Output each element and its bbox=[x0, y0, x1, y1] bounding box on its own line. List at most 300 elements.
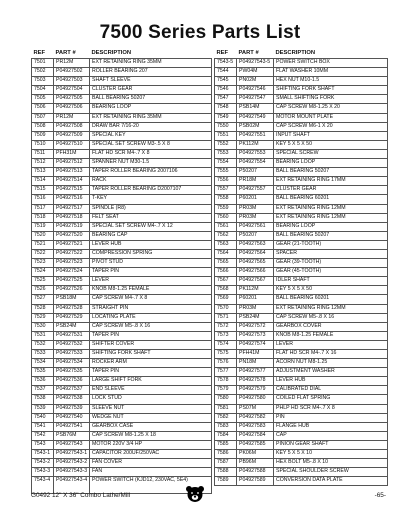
part-number-cell: PR12M bbox=[54, 59, 90, 68]
description-cell: PIVOT STUD bbox=[90, 259, 212, 268]
part-number-cell: P04927561 bbox=[237, 222, 274, 231]
table-row bbox=[32, 77, 212, 86]
part-number-cell: PR03M bbox=[237, 304, 274, 313]
ref-cell: 7578 bbox=[215, 377, 237, 386]
description-cell: FELT SEAT bbox=[90, 213, 212, 222]
table-row bbox=[32, 368, 212, 377]
table-row bbox=[32, 204, 212, 213]
ref-cell: 7550 bbox=[215, 122, 237, 131]
part-number-cell: P04927543-5 bbox=[237, 59, 274, 68]
part-number-cell: P50207 bbox=[237, 168, 274, 177]
table-row bbox=[215, 295, 388, 304]
table-row bbox=[32, 322, 212, 331]
table-row bbox=[32, 268, 212, 277]
ref-cell: 7552 bbox=[215, 140, 237, 149]
ref-cell: 7588 bbox=[215, 468, 237, 477]
table-row bbox=[32, 431, 212, 440]
part-number-cell: PFH41M bbox=[237, 350, 274, 359]
part-number-cell: P04927584 bbox=[237, 431, 274, 440]
ref-cell: 7571 bbox=[215, 313, 237, 322]
part-number-cell: PSB24M bbox=[54, 322, 90, 331]
table-row bbox=[32, 213, 212, 222]
part-number-cell: P04927573 bbox=[237, 331, 274, 340]
table-row bbox=[215, 313, 388, 322]
table-row bbox=[215, 286, 388, 295]
part-number-cell: P04927533 bbox=[54, 350, 90, 359]
part-number-cell: P04927577 bbox=[237, 368, 274, 377]
header-part: PART # bbox=[238, 50, 259, 56]
part-number-cell: P04927563 bbox=[237, 240, 274, 249]
ref-cell: 7544 bbox=[215, 68, 237, 77]
part-number-cell: P04927522 bbox=[54, 249, 90, 258]
part-number-cell: P04927582 bbox=[237, 413, 274, 422]
description-cell: CAP SCREW M5-.8 X 16 bbox=[90, 322, 212, 331]
part-number-cell: P04927502 bbox=[54, 68, 90, 77]
ref-cell: 7575 bbox=[215, 350, 237, 359]
description-cell: DRAW BAR 7/16-20 bbox=[90, 122, 212, 131]
part-number-cell: P04927589 bbox=[237, 477, 274, 486]
ref-cell: 7576 bbox=[215, 359, 237, 368]
ref-cell: 7502 bbox=[32, 68, 54, 77]
description-cell: EXT RETAINING RING 17MM bbox=[274, 177, 388, 186]
description-cell: ROCKER ARM bbox=[90, 359, 212, 368]
ref-cell: 7548 bbox=[215, 104, 237, 113]
ref-cell: 7562 bbox=[215, 231, 237, 240]
table-row bbox=[215, 277, 388, 286]
description-cell: SPACER bbox=[274, 249, 388, 258]
ref-cell: 7581 bbox=[215, 404, 237, 413]
header-ref: REF bbox=[33, 50, 46, 56]
part-number-cell: P04927510 bbox=[54, 140, 90, 149]
ref-cell: 7555 bbox=[215, 168, 237, 177]
description-cell: KNOB M8-1.25 FEMALE bbox=[274, 331, 388, 340]
description-cell: FLAT HD SCR M4-.7 X 8 bbox=[90, 149, 212, 158]
description-cell: CAP SCREW M5-.8 X 16 bbox=[274, 313, 388, 322]
ref-cell: 7533 bbox=[32, 350, 54, 359]
table-row bbox=[215, 450, 388, 459]
description-cell: PHLP HD SCR M4-.7 X 8 bbox=[274, 404, 388, 413]
ref-cell: 7580 bbox=[215, 395, 237, 404]
ref-cell: 7557 bbox=[215, 186, 237, 195]
part-number-cell: P04927538 bbox=[54, 395, 90, 404]
ref-cell: 7519 bbox=[32, 222, 54, 231]
ref-cell: 7518 bbox=[32, 213, 54, 222]
description-cell: CAPACITOR 200UF/250VAC bbox=[90, 450, 212, 459]
table-row bbox=[215, 249, 388, 258]
table-row bbox=[32, 277, 212, 286]
description-cell: GEARBOX CASE bbox=[90, 422, 212, 431]
part-number-cell: P04927579 bbox=[237, 386, 274, 395]
ref-cell: 7567 bbox=[215, 277, 237, 286]
table-row bbox=[32, 140, 212, 149]
ref-cell: 7525 bbox=[32, 277, 54, 286]
table-row bbox=[32, 295, 212, 304]
part-number-cell: P60201 bbox=[237, 195, 274, 204]
description-cell: LEVER bbox=[274, 340, 388, 349]
table-row bbox=[32, 122, 212, 131]
table-row bbox=[32, 377, 212, 386]
table-row bbox=[215, 477, 388, 486]
part-number-cell: PK06M bbox=[237, 450, 274, 459]
part-number-cell: P04927518 bbox=[54, 213, 90, 222]
description-cell: CAP SCREW M8-1.25 X 18 bbox=[90, 431, 212, 440]
description-cell: HEX NUT M10-1.5 bbox=[274, 77, 388, 86]
table-header-row bbox=[215, 49, 388, 59]
part-number-cell: P04927585 bbox=[237, 440, 274, 449]
part-number-cell: P04927536 bbox=[54, 377, 90, 386]
ref-cell: 7543-2 bbox=[32, 459, 54, 468]
part-number-cell: P04927557 bbox=[237, 186, 274, 195]
ref-cell: 7539 bbox=[32, 404, 54, 413]
description-cell: RACK bbox=[90, 177, 212, 186]
bear-head-icon bbox=[185, 485, 205, 503]
description-cell: LEVER HUB bbox=[90, 240, 212, 249]
table-row bbox=[215, 395, 388, 404]
ref-cell: 7507 bbox=[32, 113, 54, 122]
ref-cell: 7516 bbox=[32, 195, 54, 204]
part-number-cell: PB96M bbox=[237, 459, 274, 468]
table-row bbox=[215, 359, 388, 368]
ref-cell: 7517 bbox=[32, 204, 54, 213]
part-number-cell: P04927543-3 bbox=[54, 468, 90, 477]
part-number-cell: P04927578 bbox=[237, 377, 274, 386]
description-cell: TAPER ROLLER BEARING D2007107 bbox=[90, 186, 212, 195]
ref-cell: 7526 bbox=[32, 286, 54, 295]
description-cell: KEY 5 X 5 X 50 bbox=[274, 140, 388, 149]
description-cell: PIN bbox=[274, 413, 388, 422]
part-number-cell: P04927506 bbox=[54, 104, 90, 113]
table-row bbox=[215, 177, 388, 186]
description-cell: CLUSTER GEAR bbox=[274, 186, 388, 195]
table-row bbox=[215, 159, 388, 168]
part-number-cell: P04927524 bbox=[54, 268, 90, 277]
ref-cell: 7558 bbox=[215, 195, 237, 204]
description-cell: CALIBRATED DIAL bbox=[274, 386, 388, 395]
ref-cell: 7506 bbox=[32, 104, 54, 113]
description-cell: BALL BEARING 60201 bbox=[274, 295, 388, 304]
ref-cell: 7512 bbox=[32, 159, 54, 168]
part-number-cell: P04927521 bbox=[54, 240, 90, 249]
table-row bbox=[215, 168, 388, 177]
part-number-cell: P04927534 bbox=[54, 359, 90, 368]
description-cell: SPANNER NUT M30-1.5 bbox=[90, 159, 212, 168]
ref-cell: 7574 bbox=[215, 340, 237, 349]
table-row bbox=[215, 386, 388, 395]
table-row bbox=[215, 340, 388, 349]
ref-cell: 7503 bbox=[32, 77, 54, 86]
table-row bbox=[32, 177, 212, 186]
table-row bbox=[215, 468, 388, 477]
description-cell: SHIFTER COVER bbox=[90, 340, 212, 349]
ref-cell: 7543 bbox=[32, 440, 54, 449]
table-row bbox=[32, 222, 212, 231]
description-cell: CAP SCREW M4-.7 X 8 bbox=[90, 295, 212, 304]
description-cell: INPUT SHAFT bbox=[274, 131, 388, 140]
description-cell: SHIFTING FORK SHAFT bbox=[274, 86, 388, 95]
part-number-cell: P04927572 bbox=[237, 322, 274, 331]
part-number-cell: P04927580 bbox=[237, 395, 274, 404]
part-number-cell: P04927549 bbox=[237, 113, 274, 122]
part-number-cell: P04927532 bbox=[54, 340, 90, 349]
description-cell: LOCK STUD bbox=[90, 395, 212, 404]
description-cell: BEARING LOOP bbox=[274, 222, 388, 231]
ref-cell: 7582 bbox=[215, 413, 237, 422]
description-cell: EXT RETAINING RING 35MM bbox=[90, 113, 212, 122]
part-number-cell: PN02M bbox=[237, 77, 274, 86]
table-row bbox=[32, 450, 212, 459]
table-row bbox=[32, 459, 212, 468]
table-row bbox=[32, 404, 212, 413]
ref-cell: 7522 bbox=[32, 249, 54, 258]
ref-cell: 7511 bbox=[32, 149, 54, 158]
part-number-cell: PFH31M bbox=[54, 149, 90, 158]
part-number-cell: P04927517 bbox=[54, 204, 90, 213]
ref-cell: 7528 bbox=[32, 304, 54, 313]
ref-cell: 7554 bbox=[215, 159, 237, 168]
description-cell: LARGE SHIFT FORK bbox=[90, 377, 212, 386]
parts-table-left bbox=[31, 49, 212, 494]
part-number-cell: P04927565 bbox=[237, 259, 274, 268]
part-number-cell: PR03M bbox=[237, 204, 274, 213]
table-row bbox=[215, 195, 388, 204]
description-cell: BEARING CAP bbox=[90, 231, 212, 240]
ref-cell: 7529 bbox=[32, 313, 54, 322]
table-row bbox=[215, 186, 388, 195]
ref-cell: 7521 bbox=[32, 240, 54, 249]
ref-cell: 7530 bbox=[32, 322, 54, 331]
description-cell: CAP bbox=[274, 431, 388, 440]
table-row bbox=[32, 286, 212, 295]
table-row bbox=[215, 222, 388, 231]
description-cell: FAN bbox=[90, 468, 212, 477]
description-cell: KNOB M8-1.25 FEMALE bbox=[90, 286, 212, 295]
table-row bbox=[32, 113, 212, 122]
ref-cell: 7583 bbox=[215, 422, 237, 431]
table-row bbox=[215, 431, 388, 440]
ref-cell: 7547 bbox=[215, 95, 237, 104]
part-number-cell: P04927540 bbox=[54, 413, 90, 422]
part-number-cell: P04927543-2 bbox=[54, 459, 90, 468]
table-row bbox=[215, 331, 388, 340]
description-cell: MOTOR 220V 3/4 HP bbox=[90, 440, 212, 449]
description-cell: CONVERSION DATA PLATE bbox=[274, 477, 388, 486]
description-cell: BALL BEARING 50207 bbox=[274, 231, 388, 240]
description-cell: ROLLER BEARING 207 bbox=[90, 68, 212, 77]
part-number-cell: P04927529 bbox=[54, 313, 90, 322]
ref-cell: 7584 bbox=[215, 431, 237, 440]
table-row bbox=[215, 77, 388, 86]
description-cell: WEDGE NUT bbox=[90, 413, 212, 422]
description-cell: FLAT WASHER 10MM bbox=[274, 68, 388, 77]
part-number-cell: P04927504 bbox=[54, 86, 90, 95]
description-cell: CAP SCREW M8-1.25 X 20 bbox=[274, 104, 388, 113]
part-number-cell: P04927588 bbox=[237, 468, 274, 477]
part-number-cell: PN18M bbox=[237, 359, 274, 368]
description-cell: EXT RETAINING RING 35MM bbox=[90, 59, 212, 68]
header-part: PART # bbox=[55, 50, 76, 56]
description-cell: TAPER PIN bbox=[90, 268, 212, 277]
table-header-row bbox=[32, 49, 212, 59]
description-cell: HEX BOLT M5-.8 X 10 bbox=[274, 459, 388, 468]
ref-cell: 7523 bbox=[32, 259, 54, 268]
ref-cell: 7514 bbox=[32, 177, 54, 186]
description-cell: CAP SCREW M6-1 X 20 bbox=[274, 122, 388, 131]
part-number-cell: P04927512 bbox=[54, 159, 90, 168]
description-cell: BEARING LOOP bbox=[274, 159, 388, 168]
description-cell: SPECIAL SET SCREW M4-.7 X 12 bbox=[90, 222, 212, 231]
description-cell: TAPER PIN bbox=[90, 331, 212, 340]
ref-cell: 7543-3 bbox=[32, 468, 54, 477]
ref-cell: 7560 bbox=[215, 213, 237, 222]
table-row bbox=[215, 268, 388, 277]
table-row bbox=[32, 313, 212, 322]
part-number-cell: P04927566 bbox=[237, 268, 274, 277]
ref-cell: 7545 bbox=[215, 77, 237, 86]
part-number-cell: P04927567 bbox=[237, 277, 274, 286]
part-number-cell: P04927528 bbox=[54, 304, 90, 313]
description-cell: SMALL SHIFTING FORK bbox=[274, 95, 388, 104]
ref-cell: 7532 bbox=[32, 340, 54, 349]
description-cell: FAN COVER bbox=[90, 459, 212, 468]
table-row bbox=[215, 231, 388, 240]
page-number: -65- bbox=[374, 492, 386, 499]
part-number-cell: PR03M bbox=[237, 213, 274, 222]
page-title: 7500 Series Parts List bbox=[99, 22, 301, 43]
description-cell: SPECIAL SHOULDER SCREW bbox=[274, 468, 388, 477]
table-row bbox=[32, 68, 212, 77]
table-row bbox=[215, 213, 388, 222]
part-number-cell: PR18M bbox=[237, 177, 274, 186]
description-cell: LEVER HUB bbox=[274, 377, 388, 386]
table-row bbox=[32, 359, 212, 368]
description-cell: BEARING LOOP bbox=[90, 104, 212, 113]
ref-cell: 7531 bbox=[32, 331, 54, 340]
part-number-cell: P04927503 bbox=[54, 77, 90, 86]
description-cell: FLAT HD SCR M4-.7 X 16 bbox=[274, 350, 388, 359]
table-row bbox=[32, 231, 212, 240]
table-row bbox=[215, 104, 388, 113]
part-number-cell: P04927515 bbox=[54, 186, 90, 195]
ref-cell: 7537 bbox=[32, 386, 54, 395]
ref-cell: 7566 bbox=[215, 268, 237, 277]
part-number-cell: PSB02M bbox=[237, 122, 274, 131]
part-number-cell: PSB24M bbox=[237, 313, 274, 322]
part-number-cell: P04927516 bbox=[54, 195, 90, 204]
table-row bbox=[32, 259, 212, 268]
ref-cell: 7546 bbox=[215, 86, 237, 95]
ref-cell: 7534 bbox=[32, 359, 54, 368]
ref-cell: 7543-4 bbox=[32, 477, 54, 494]
part-number-cell: PW04M bbox=[237, 68, 274, 77]
part-number-cell: P04927551 bbox=[237, 131, 274, 140]
description-cell: MOTOR MOUNT PLATE bbox=[274, 113, 388, 122]
header-ref: REF bbox=[216, 50, 229, 56]
table-row bbox=[215, 440, 388, 449]
description-cell: POWER SWITCH BOX bbox=[274, 59, 388, 68]
part-number-cell: P04927525 bbox=[54, 277, 90, 286]
ref-cell: 7542 bbox=[32, 431, 54, 440]
ref-cell: 7527 bbox=[32, 295, 54, 304]
description-cell: IDLER SHAFT bbox=[274, 277, 388, 286]
ref-cell: 7568 bbox=[215, 286, 237, 295]
part-number-cell: P04927553 bbox=[237, 149, 274, 158]
table-row bbox=[215, 350, 388, 359]
description-cell: STRAIGHT PIN bbox=[90, 304, 212, 313]
ref-cell: 7543-5 bbox=[215, 59, 237, 68]
ref-cell: 7553 bbox=[215, 149, 237, 158]
ref-cell: 7564 bbox=[215, 249, 237, 258]
description-cell: GEAR (39-TOOTH) bbox=[274, 259, 388, 268]
part-number-cell: P04927564 bbox=[237, 249, 274, 258]
ref-cell: 7587 bbox=[215, 459, 237, 468]
description-cell: LEVER bbox=[90, 277, 212, 286]
ref-cell: 7504 bbox=[32, 86, 54, 95]
table-row bbox=[215, 131, 388, 140]
ref-cell: 7563 bbox=[215, 240, 237, 249]
table-row bbox=[215, 413, 388, 422]
ref-cell: 7569 bbox=[215, 295, 237, 304]
description-cell: ADJUSTMENT WASHER bbox=[274, 368, 388, 377]
ref-cell: 7520 bbox=[32, 231, 54, 240]
description-cell: END SLEEVE bbox=[90, 386, 212, 395]
ref-cell: 7572 bbox=[215, 322, 237, 331]
part-number-cell: P04927531 bbox=[54, 331, 90, 340]
description-cell: EXT RETAINING RING 12MM bbox=[274, 304, 388, 313]
table-row bbox=[215, 204, 388, 213]
description-cell: SHIFTING FORK SHAFT bbox=[90, 350, 212, 359]
table-row bbox=[32, 468, 212, 477]
description-cell: LOCATING PLATE bbox=[90, 313, 212, 322]
table-row bbox=[215, 113, 388, 122]
description-cell: TAPER PIN bbox=[90, 368, 212, 377]
table-row bbox=[32, 195, 212, 204]
part-number-cell: PK112M bbox=[237, 140, 274, 149]
footer-model: G0492 12" X 36" Combo Lathe/Mill bbox=[31, 492, 131, 499]
description-cell: COMPRESSION SPRING bbox=[90, 249, 212, 258]
description-cell: EXT RETAINING RING 12MM bbox=[274, 213, 388, 222]
part-number-cell: PSB76M bbox=[54, 431, 90, 440]
part-number-cell: PK112M bbox=[237, 286, 274, 295]
table-row bbox=[215, 68, 388, 77]
table-row bbox=[32, 395, 212, 404]
header-description: DESCRIPTION bbox=[91, 50, 132, 56]
part-number-cell: P04927543 bbox=[54, 440, 90, 449]
description-cell: BALL BEARING 50207 bbox=[90, 95, 212, 104]
ref-cell: 7508 bbox=[32, 122, 54, 131]
ref-cell: 7510 bbox=[32, 140, 54, 149]
ref-cell: 7524 bbox=[32, 268, 54, 277]
part-number-cell: P04927547 bbox=[237, 95, 274, 104]
description-cell: SPINDLE (R8) bbox=[90, 204, 212, 213]
part-number-cell: P04927508 bbox=[54, 122, 90, 131]
header-description: DESCRIPTION bbox=[275, 50, 316, 56]
table-row bbox=[215, 459, 388, 468]
table-row bbox=[32, 149, 212, 158]
part-number-cell: P04927535 bbox=[54, 368, 90, 377]
table-row bbox=[32, 159, 212, 168]
table-row bbox=[215, 86, 388, 95]
description-cell: FLANGE HUB bbox=[274, 422, 388, 431]
table-row bbox=[32, 86, 212, 95]
part-number-cell: P04927520 bbox=[54, 231, 90, 240]
table-row bbox=[32, 386, 212, 395]
table-row bbox=[32, 440, 212, 449]
table-row bbox=[32, 422, 212, 431]
table-row bbox=[32, 350, 212, 359]
ref-cell: 7536 bbox=[32, 377, 54, 386]
part-number-cell: PSB18M bbox=[54, 295, 90, 304]
part-number-cell: P04927537 bbox=[54, 386, 90, 395]
